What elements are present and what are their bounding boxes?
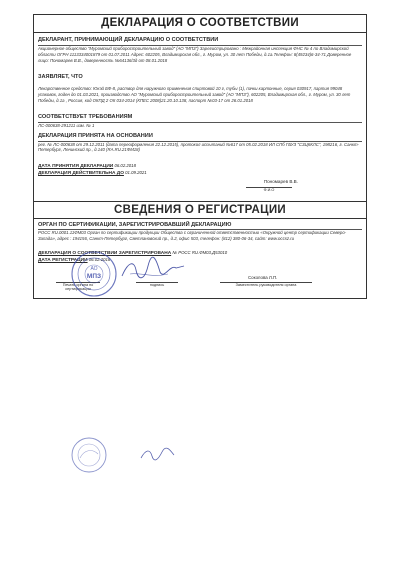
stamp-caption: Печать органа по сертификации (56, 282, 100, 291)
declaration-title: ДЕКЛАРАЦИЯ О СООТВЕТСТВИИ (34, 17, 366, 33)
head-caption: Заместитель руководителя органа (220, 282, 312, 287)
certification-stamp (70, 436, 108, 474)
requirements-heading: СООТВЕТСТВУЕТ ТРЕБОВАНИЯМ (38, 114, 362, 123)
requirements-text: ЛС-000638-291211 изм. № 1 (38, 122, 95, 128)
signer-name: Пономарев В.В. (263, 179, 298, 185)
claims-text: Лекарственное средство: Юкэй БФ-8, раствор для наружного применения спиртовой 10 г, тубы (1), пачки картонные, серия 030917, партия 99048 упаковок, годен до 01.03.2021, производство АО "Муромский приборостроительный завод" (АО "МПЗ"), 602205, Владимирская обл., г. Муром, ул. 30 лет Победы, д.1а , Россия, код ОКПД 2 ОК 034-2014 (КПЕС 2008)21.20.10.138, паспорт №03-17 от 26.01.2018 (38, 86, 351, 103)
head-name: Соколова Л.П. (248, 274, 278, 280)
accept-date-row (38, 163, 362, 170)
stamp-org-text: АО (90, 266, 98, 272)
company-stamp (70, 250, 118, 298)
org-heading: ОРГАН ПО СЕРТИФИКАЦИИ, ЗАРЕГИСТРИРОВАВШИЙ ДЕКЛАРАЦИЮ (38, 222, 362, 230)
signer-caption: Ф.И.О (246, 187, 292, 192)
reg-date-value: 06.02.2018 (88, 256, 111, 262)
signer-block (38, 177, 362, 191)
basis-heading: ДЕКЛАРАЦИЯ ПРИНЯТА НА ОСНОВАНИИ (38, 133, 362, 142)
registration-signature (138, 446, 178, 462)
applicant-heading: ДЕКЛАРАНТ, ПРИНИМАЮЩИЙ ДЕКЛАРАЦИЮ О СООТВЕТСТВИИ (38, 37, 362, 46)
accept-date-value: 06.02.2018 (114, 163, 136, 169)
stamp-name-text: МПЗ (86, 273, 102, 280)
valid-until-label: ДЕКЛАРАЦИЯ ДЕЙСТВИТЕЛЬНА ДО (38, 171, 124, 177)
applicant-text: Акционерное общество "Муромский приборостроительный завод" (АО "МПЗ") Зарегистрировано : Межрайонная инспекция ФНС № 4 по Владимирской области ОГРН 1113334001879 от 01.07.2011 Адрес: 602205, Владимирская обл., г. Муром, ул. 30 лет Победы, д.1а.Телефон: 8(49234)6-34-71 Доверенное лицо: Пономарев В.В., доверенность №64136/3д от 08.01.2018 (38, 46, 352, 63)
accept-date-label: ДАТА ПРИНЯТИЯ ДЕКЛАРАЦИИ (38, 164, 114, 170)
valid-until-value: 01.09.2021 (125, 170, 147, 176)
valid-until-row (38, 170, 362, 177)
org-text: РОСС RU.0001.11ФМ03 Орган по сертификации продукции Общества с ограниченной ответственностью «Окружной центр сертификации Северо-Запада», адрес : 194156, Санкт-Петербург, Светлановский пр., д.2, офис 503, телефон: (812) 380-06-34, сайт: www.occsz.ru (38, 230, 347, 241)
reg-number-value: № РОСС RU.ФМ03.Д53010 (172, 249, 228, 255)
basis-text: рег. № ЛС-000638 от 29.12.2011 (дата переоформления 22.12.2015), протокол испытаний №617 от 05.02.2018 ИЛ СПб ГБУЗ "СЗЦККЛС", 198216, г. Санкт-Петербург, Ленинский пр., д.140 (RA.RU.21ФМ18) (38, 141, 359, 153)
reg-date-label: ДАТА РЕГИСТРАЦИИ (38, 257, 88, 263)
claims-heading: ЗАЯВЛЯЕТ, ЧТО (38, 74, 83, 81)
applicant-signature (118, 256, 188, 284)
sign-caption: подпись (136, 282, 178, 287)
registration-title: СВЕДЕНИЯ О РЕГИСТРАЦИИ (34, 201, 366, 219)
reg-number-label: ДЕКЛАРАЦИЯ О СООТВЕТСТВИИ ЗАРЕГИСТРИРОВАНА (38, 250, 172, 256)
